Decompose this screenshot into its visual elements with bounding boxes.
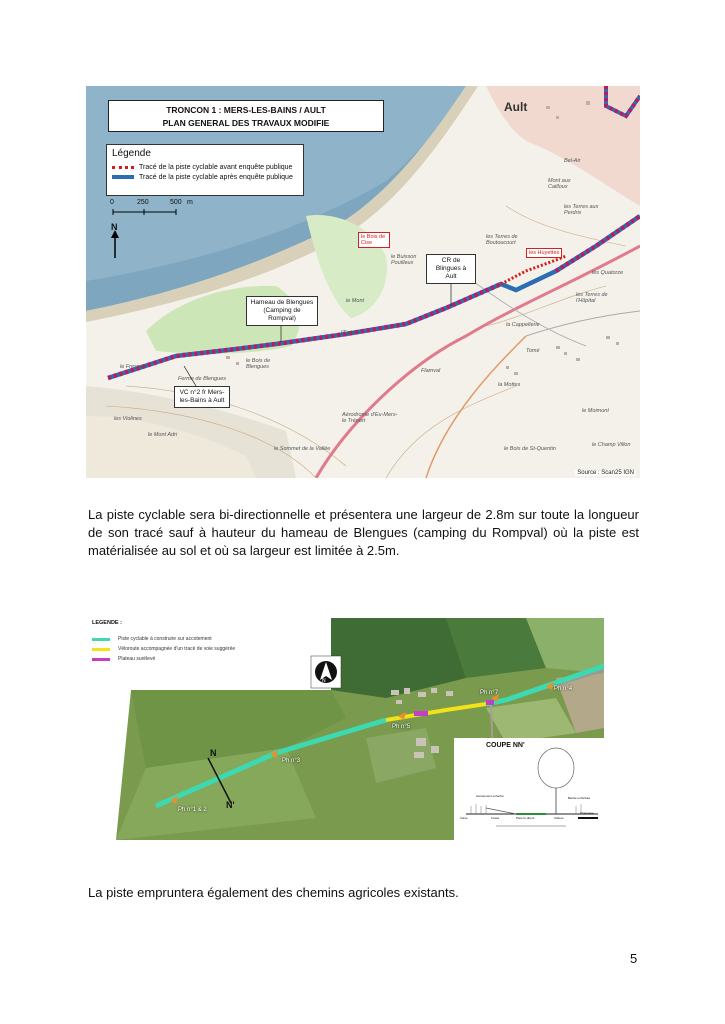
legend2-title: LEGENDE : <box>92 620 122 626</box>
legend-item-before <box>112 162 298 172</box>
legend2-item-label: Plateau surélevé <box>118 656 156 662</box>
north-label: N <box>111 222 118 232</box>
place-label: les Terres de l'Hôpital <box>576 292 608 304</box>
legend2-item-veloroute <box>92 644 235 654</box>
callout-vc: VC n°2 fr Mers-les-Bains à Ault <box>174 386 230 408</box>
map-title-line1: TRONCON 1 : MERS-LES-BAINS / AULT <box>166 105 326 115</box>
coupe-label: Voirie <box>460 816 468 820</box>
coupe-label: Chaussée <box>580 811 594 815</box>
section-mark-n-prime: N' <box>226 800 235 810</box>
place-label: le Mont <box>346 298 365 304</box>
place-label: les Violines <box>114 416 142 422</box>
place-label: Mont aux Cailloux <box>548 178 571 190</box>
page-number: 5 <box>630 951 638 966</box>
place-label: le Bois de Blengues <box>246 358 271 370</box>
callout-cr: CR de Blingues à Ault <box>426 254 476 284</box>
coupe-label: Fossé <box>491 816 500 820</box>
teal-swatch <box>92 638 110 641</box>
legend2-item-piste <box>92 634 235 644</box>
photo-label: Ph n°7 <box>480 690 499 696</box>
legend-item-label: Tracé de la piste cyclable avant enquête publique <box>139 163 293 171</box>
place-label: le Fresnoy <box>120 364 146 370</box>
place-label: Aérodrome d'Eu-Mers-le Tréport <box>342 412 398 424</box>
coupe-title: COUPE NN' <box>486 742 525 749</box>
coupe-label: Accotement enherbé <box>476 794 504 798</box>
legend-title: Légende <box>112 148 151 159</box>
place-label: le Champ Villon <box>592 442 631 448</box>
aerial-map-detail <box>86 618 604 840</box>
map-title-line2: PLAN GENERAL DES TRAVAUX MODIFIE <box>162 118 330 128</box>
photo-label: Ph n°1 & 2 <box>178 807 207 813</box>
north2-label: N <box>322 678 326 684</box>
scale-label-250: 250 <box>137 199 149 206</box>
callout-hameau: Hameau de Blengues (Camping de Rompval) <box>246 296 318 326</box>
legend2-item-label: Piste cyclable à construire sur accotement <box>118 636 212 642</box>
scale-label-500: 500 <box>170 199 182 206</box>
coupe-label: Piste bi-direct. <box>516 816 536 820</box>
place-label: les Terres aux Perdrix <box>564 204 599 216</box>
place-label: le Bois de St-Quentin <box>504 446 556 452</box>
photo-label: Ph n°4 <box>554 686 573 692</box>
place-label: la Cappellerie <box>506 322 540 328</box>
place-label: Flamval <box>421 368 441 374</box>
dotted-line-swatch <box>112 166 134 169</box>
place-label: Ferme de Blengues <box>178 376 226 382</box>
red-tag-bois-de-cise: le Bois de Cise <box>358 232 390 248</box>
place-label: les Quatorze <box>592 270 624 276</box>
place-label: le Moimont <box>582 408 609 414</box>
place-label-ault: Ault <box>504 100 528 114</box>
place-label: Tomé <box>526 348 540 354</box>
legend-item-label: Tracé de la piste cyclable après enquête publique <box>139 173 293 181</box>
section-mark-n: N <box>210 748 217 758</box>
place-label: le Mont Adri <box>148 432 178 438</box>
place-label: la Mottes <box>498 382 521 388</box>
place-label: le Sommet de la Vallée <box>274 446 331 452</box>
place-label: Bel-Air <box>564 158 581 164</box>
legend-item-after <box>112 172 298 182</box>
magenta-swatch <box>92 658 110 661</box>
legend2-item-plateau <box>92 654 235 664</box>
legend2-list <box>92 634 235 664</box>
paragraph-width-description: La piste cyclable sera bi-directionnelle et présentera une largeur de 2.8m sur toute la longueur de son tracé sauf à hauteur du hameau de Blengues (camping du Rompval) où la piste est matérialisée au sol et où sa largeur est limitée à 2.5m. <box>88 507 639 558</box>
place-label: le Buisson Pouilleux <box>391 254 417 266</box>
map-source: Source : Scan25 IGN <box>577 470 634 476</box>
scale-label-0: 0 <box>110 199 114 206</box>
paragraph-agricultural-paths: La piste empruntera également des chemins agricoles existants. <box>88 885 459 900</box>
red-tag-huyettes: les Huyettes <box>526 248 562 258</box>
coupe-label: Bande enherbée <box>568 796 591 800</box>
yellow-swatch <box>92 648 110 651</box>
coupe-label: Clôture <box>554 816 564 820</box>
map-title-box <box>108 100 384 132</box>
legend2-item-label: Véloroute accompagnée d'un tracé de voie suggérée <box>118 646 236 652</box>
photo-label: Ph n°3 <box>282 758 301 764</box>
place-label: les Terres de Boutoucourt <box>486 234 518 246</box>
place-label: l'Epinoi <box>341 330 359 336</box>
scale-label-unit: m <box>187 199 193 206</box>
solid-line-swatch <box>112 175 134 179</box>
map-legend <box>106 144 304 196</box>
route-map-overview <box>86 86 640 478</box>
photo-label: Ph n°5 <box>392 724 411 730</box>
